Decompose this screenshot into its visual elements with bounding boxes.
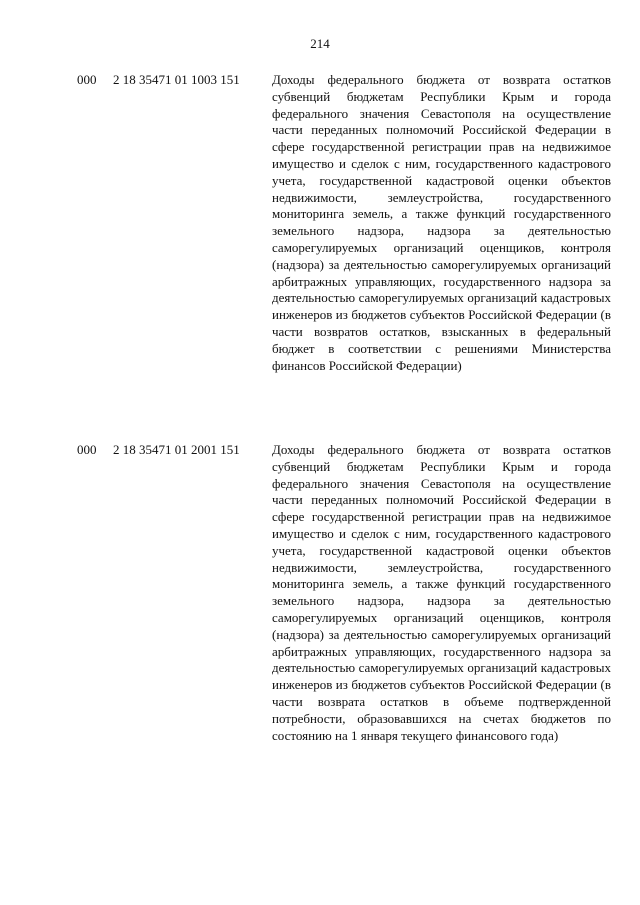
income-description: Доходы федерального бюджета от возврата остатков субвенций бюджетам Республики Крым и города федерального значения Севастополя на осуществление части переданных полномочий Российской Федерации в сфере государственной регистрации прав на недвижимое имущество и сделок с ним, государственного кадастрового учета, государственной кадастровой оценки объектов недвижимости, землеустройства, государственного мониторинга земель, а также функций государственного земельного надзора, надзора за деятельностью саморегулируемых организаций оценщиков, контроля (надзора) за деятельностью саморегулируемых организаций арбитражных управляющих, государственного надзора за деятельностью саморегулируемых организаций кадастровых инженеров из бюджетов субъектов Российской Федерации (в части возвратов остатков, взысканных в федеральный бюджет в соответствии с решениями Министерства финансов Российской Федерации)	[272, 72, 611, 373]
budget-classification-code: 2 18 35471 01 1003 151	[113, 72, 240, 87]
admin-code: 000	[77, 72, 97, 87]
admin-code: 000	[77, 442, 97, 457]
budget-classification-code: 2 18 35471 01 2001 151	[113, 442, 240, 457]
income-description: Доходы федерального бюджета от возврата остатков субвенций бюджетам Республики Крым и города федерального значения Севастополя на осуществление части переданных полномочий Российской Федерации в сфере государственной регистрации прав на недвижимое имущество и сделок с ним, государственного кадастрового учета, государственной кадастровой оценки объектов недвижимости, землеустройства, государственного мониторинга земель, а также функций государственного земельного надзора, надзора за деятельностью саморегулируемых организаций оценщиков, контроля (надзора) за деятельностью саморегулируемых организаций арбитражных управляющих, государственного надзора за деятельностью саморегулируемых организаций кадастровых инженеров из бюджетов субъектов Российской Федерации (в части возврата остатков в объеме подтвержденной потребности, образовавшихся на счетах бюджетов по состоянию на 1 января текущего финансового года)	[272, 442, 611, 743]
page-number: 214	[310, 36, 330, 51]
